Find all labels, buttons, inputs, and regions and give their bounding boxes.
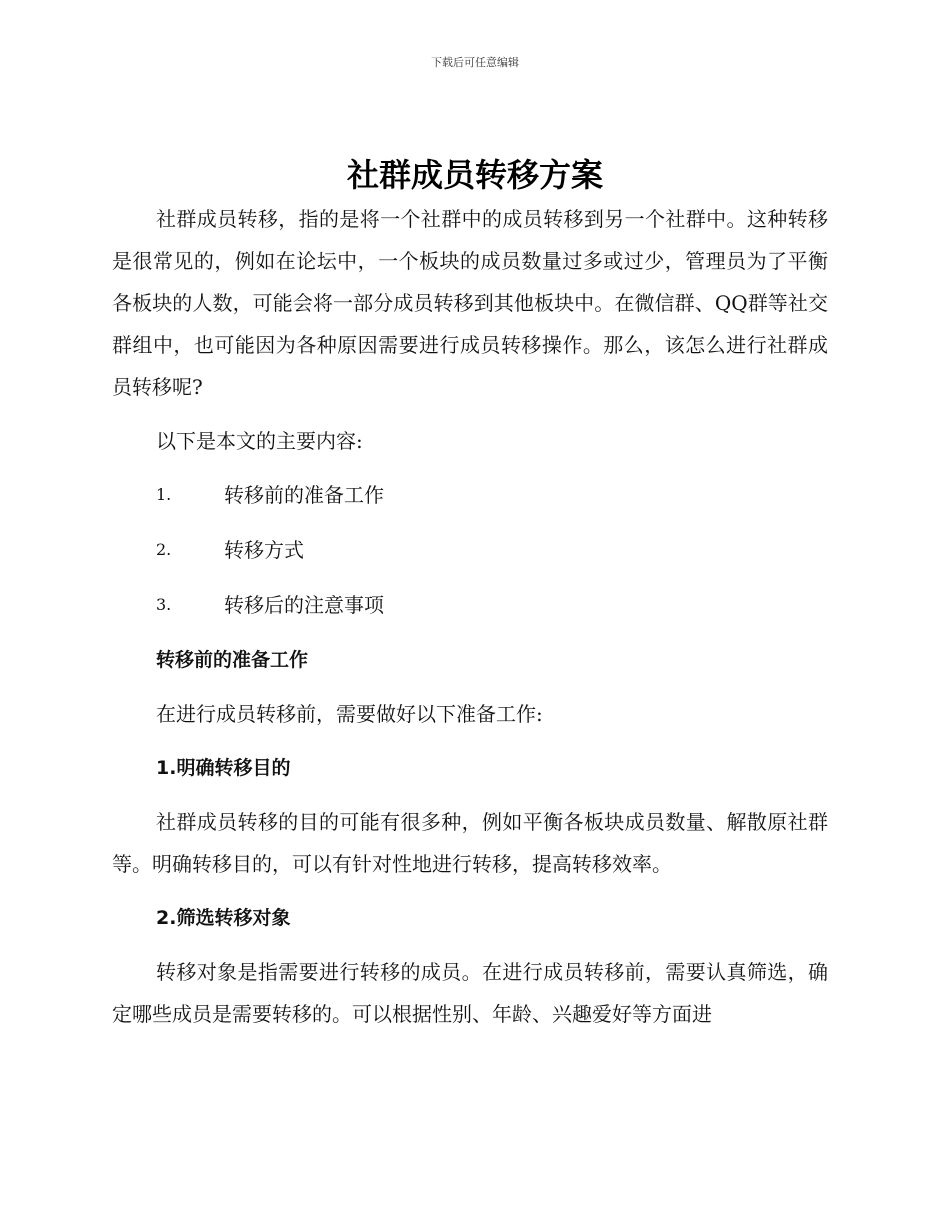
- toc-number: 3.: [156, 595, 172, 614]
- intro-paragraph: 社群成员转移，指的是将一个社群中的成员转移到另一个社群中。这种转移是很常见的，例如在论坛中，一个板块的成员数量过多或过少，管理员为了平衡各板块的人数，可能会将一部分成员转移到其他板块中。在微信群、QQ群等社交群组中，也可能因为各种原因需要进行成员转移操作。那么，该怎么进行社群成员转移呢?: [112, 207, 828, 399]
- document-body: [112, 198, 828, 1047]
- subsection-paragraph: 社群成员转移的目的可能有很多种，例如平衡各板块成员数量、解散原社群等。明确转移目的，可以有针对性地进行转移，提高转移效率。: [112, 810, 828, 876]
- toc-label: 转移方式: [224, 538, 304, 562]
- toc-item: [112, 474, 828, 516]
- section-heading: 转移前的准备工作: [156, 649, 309, 671]
- toc-number: 1.: [156, 485, 172, 504]
- header-note: 下载后可任意编辑: [431, 56, 519, 69]
- toc-intro: 以下是本文的主要内容:: [156, 429, 363, 453]
- section-intro: 在进行成员转移前，需要做好以下准备工作:: [156, 702, 543, 726]
- document-title: 社群成员转移方案: [346, 156, 603, 194]
- toc-item: [112, 584, 828, 626]
- subsection-paragraph: 转移对象是指需要进行转移的成员。在进行成员转移前，需要认真筛选，确定哪些成员是需要转移的。可以根据性别、年龄、兴趣爱好等方面进: [112, 960, 828, 1026]
- toc-number: 2.: [156, 540, 172, 559]
- toc-item: [112, 529, 828, 571]
- toc-label: 转移后的注意事项: [224, 593, 384, 617]
- toc-label: 转移前的准备工作: [224, 483, 384, 507]
- subsection-heading: 2.筛选转移对象: [156, 907, 291, 929]
- subsection-heading: 1.明确转移目的: [156, 757, 291, 779]
